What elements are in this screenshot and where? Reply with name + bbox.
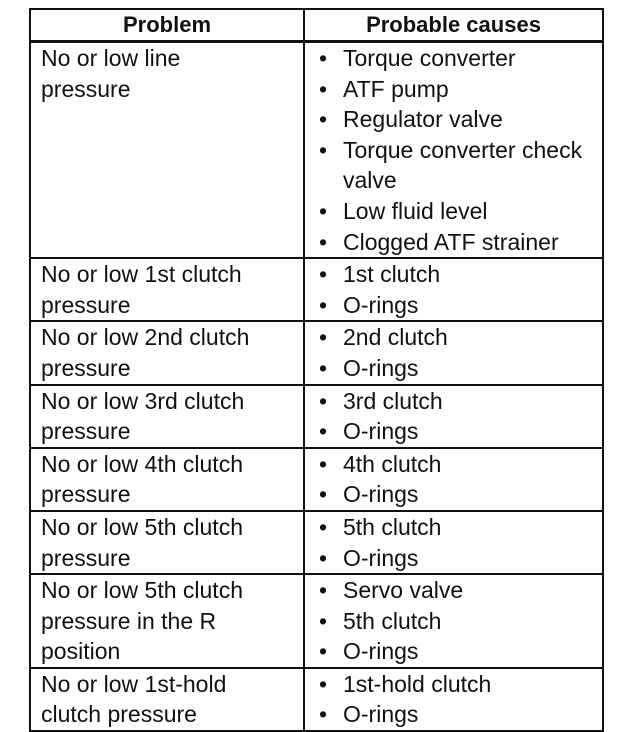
cause-text: 1st-hold clutch [343, 670, 492, 697]
cause-text: 4th clutch [343, 450, 442, 477]
cause-item [319, 512, 598, 543]
causes-cell [304, 385, 603, 448]
cause-text: Regulator valve [343, 106, 503, 133]
problem-column-header: Problem [30, 9, 304, 42]
cause-list [319, 322, 598, 383]
bullet-icon: • [319, 324, 328, 351]
bullet-icon: • [319, 418, 328, 445]
bullet-icon: • [319, 387, 328, 414]
causes-cell [304, 321, 603, 384]
cause-item [319, 699, 598, 730]
cause-text: 5th clutch [343, 607, 442, 634]
cause-item [319, 386, 598, 417]
cause-text: 5th clutch [343, 513, 442, 540]
cause-item [319, 259, 598, 290]
bullet-icon: • [319, 197, 328, 224]
cause-text: O-rings [343, 544, 419, 571]
cause-text: Low fluid level [343, 197, 488, 224]
cause-list [319, 386, 598, 447]
causes-cell [304, 448, 603, 511]
cause-item [319, 135, 598, 196]
table-body [30, 42, 603, 732]
bullet-icon: • [319, 638, 328, 665]
cause-text: O-rings [343, 701, 419, 728]
bullet-icon: • [319, 45, 328, 71]
bullet-icon: • [319, 701, 328, 728]
problem-text: No or low 1st-hold clutch pressure [41, 670, 227, 728]
problem-text: No or low 4th clutch pressure [41, 450, 243, 508]
cause-list [319, 449, 598, 510]
header-row [30, 9, 603, 42]
table-row [30, 448, 603, 511]
problem-cell [30, 321, 304, 384]
cause-text: O-rings [343, 638, 419, 665]
cause-item [319, 290, 598, 321]
cause-text: 3rd clutch [343, 387, 443, 414]
cause-item [319, 43, 598, 74]
bullet-icon: • [319, 670, 328, 697]
bullet-icon: • [319, 544, 328, 571]
cause-list [319, 43, 598, 257]
problem-cell [30, 448, 304, 511]
table-row [30, 668, 603, 731]
bullet-icon: • [319, 261, 328, 288]
bullet-icon: • [319, 481, 328, 508]
cause-text: O-rings [343, 291, 419, 318]
cause-item [319, 322, 598, 353]
troubleshooting-table [29, 8, 604, 732]
bullet-icon: • [319, 577, 328, 604]
problem-text: No or low 2nd clutch pressure [41, 324, 250, 381]
problem-cell [30, 574, 304, 668]
cause-text: O-rings [343, 354, 419, 381]
problem-text: No or low line pressure [41, 45, 181, 102]
table-row [30, 321, 603, 384]
problem-cell [30, 42, 304, 259]
cause-list [319, 669, 598, 730]
bullet-icon: • [319, 607, 328, 634]
cause-item [319, 449, 598, 480]
causes-column-header: Probable causes [304, 9, 603, 42]
bullet-icon: • [319, 354, 328, 381]
cause-item [319, 479, 598, 510]
cause-item [319, 416, 598, 447]
cause-item [319, 196, 598, 227]
bullet-icon: • [319, 450, 328, 477]
table-row [30, 42, 603, 259]
table-row [30, 574, 603, 668]
cause-text: 1st clutch [343, 261, 441, 288]
cause-text: Torque converter [343, 45, 516, 71]
cause-text: Clogged ATF strainer [343, 228, 559, 255]
cause-item [319, 104, 598, 135]
problem-text: No or low 5th clutch pressure [41, 513, 243, 571]
cause-item [319, 227, 598, 258]
cause-text: Servo valve [343, 577, 464, 604]
cause-text: O-rings [343, 481, 419, 508]
bullet-icon: • [319, 291, 328, 318]
cause-list [319, 259, 598, 320]
problem-text: No or low 5th clutch pressure in the R position [41, 577, 243, 665]
table-row [30, 385, 603, 448]
cause-text: 2nd clutch [343, 324, 448, 351]
cause-list [319, 512, 598, 573]
cause-item [319, 74, 598, 105]
table-row [30, 511, 603, 574]
causes-cell [304, 574, 603, 668]
problem-cell [30, 258, 304, 321]
causes-cell [304, 258, 603, 321]
table-row [30, 258, 603, 321]
bullet-icon: • [319, 136, 328, 163]
problem-cell [30, 385, 304, 448]
cause-text: Torque converter check valve [343, 136, 583, 194]
causes-cell [304, 511, 603, 574]
bullet-icon: • [319, 228, 328, 255]
cause-item [319, 606, 598, 637]
problem-text: No or low 3rd clutch pressure [41, 387, 245, 445]
cause-item [319, 543, 598, 574]
problem-cell [30, 668, 304, 731]
cause-text: O-rings [343, 418, 419, 445]
bullet-icon: • [319, 513, 328, 540]
problem-cell [30, 511, 304, 574]
cause-list [319, 575, 598, 667]
cause-text: ATF pump [343, 75, 449, 102]
bullet-icon: • [319, 106, 328, 133]
cause-item [319, 669, 598, 700]
cause-item [319, 353, 598, 384]
bullet-icon: • [319, 75, 328, 102]
cause-item [319, 636, 598, 667]
causes-cell [304, 42, 603, 259]
cause-item [319, 575, 598, 606]
causes-cell [304, 668, 603, 731]
problem-text: No or low 1st clutch pressure [41, 261, 242, 318]
